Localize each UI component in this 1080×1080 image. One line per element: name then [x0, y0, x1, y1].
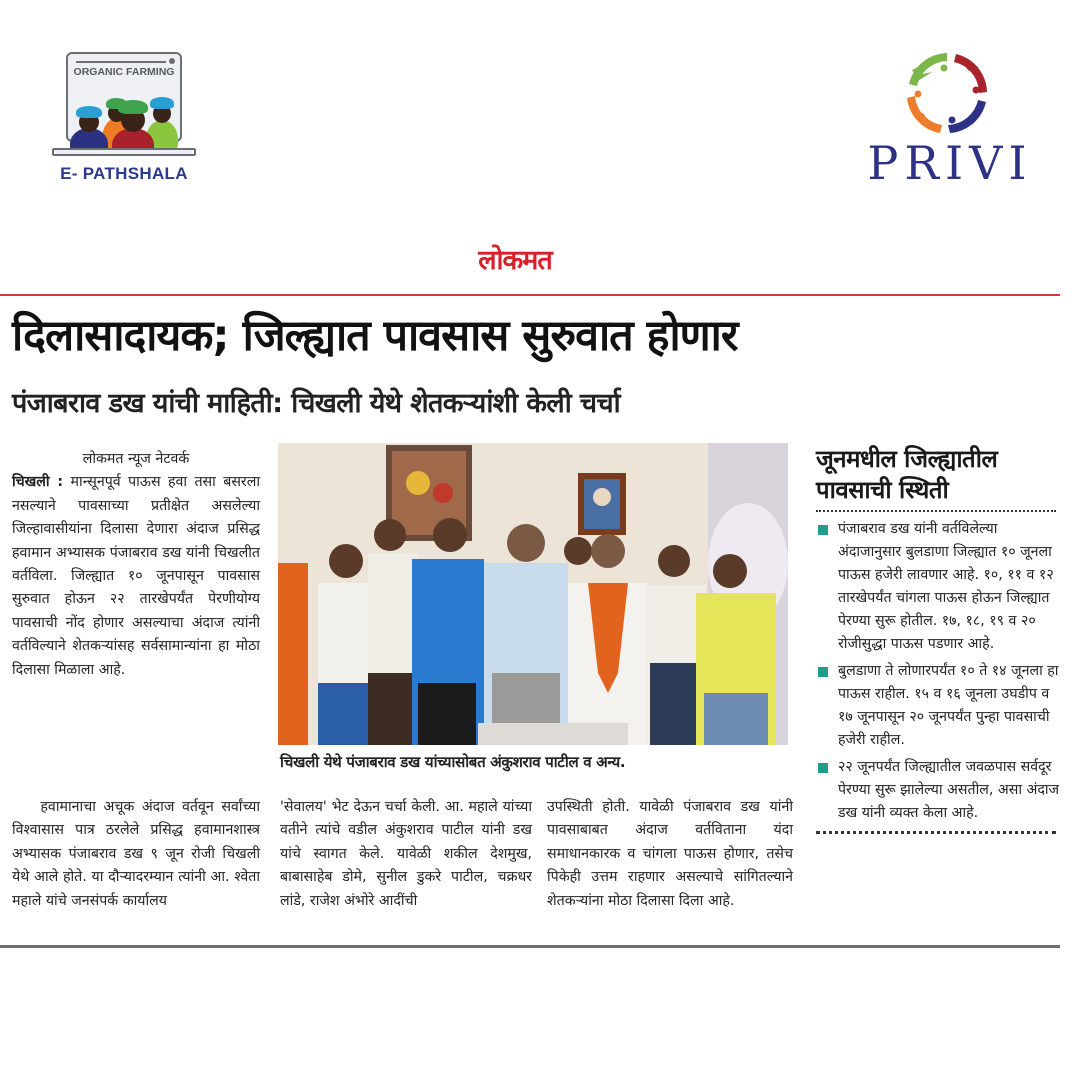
article-column-1 — [12, 448, 260, 682]
group-photo-image — [278, 443, 788, 745]
sidebar-list-item — [810, 756, 1060, 825]
sidebar-item-text: बुलडाणा ते लोणारपर्यंत १० ते १४ जूनला हा पाऊस राहील. १५ व १६ जूनला उघडीप व १७ जूनपासून २० जूनपर्यंत पुन्हा पावसाची हजेरी राहील. — [838, 663, 1059, 748]
dateline: चिखली : — [12, 474, 64, 491]
masthead-divider — [0, 294, 1060, 296]
clipping-bottom-border — [0, 945, 1060, 948]
square-bullet-icon — [818, 525, 828, 535]
article-photo — [278, 443, 788, 745]
sidebar-title-line-1: जूनमधील जिल्ह्यातील — [816, 445, 998, 473]
square-bullet-icon — [818, 667, 828, 677]
paragraph-3: 'सेवालय' भेट देऊन चर्चा केली. आ. महाले यांच्या वतीने त्यांचे वडील अंकुशराव पाटील यांनी डख यांचे स्वागत केले. यावेळी शकील देशमुख, बाबासाहेब डोमे, सुनील डुकरे पाटील, चक्रधर लांडे, राजेश अंभोरे आदींची — [280, 799, 532, 909]
sidebar-title-line-2: पावसाची स्थिती — [816, 476, 949, 504]
article-column-2 — [280, 796, 532, 913]
privi-logo — [850, 44, 1050, 194]
newspaper-masthead: लोकमत — [478, 245, 552, 276]
paragraph-2: हवामानाचा अचूक अंदाज वर्तवून सर्वांच्या विश्वासास पात्र ठरलेले प्रसिद्ध हवामानशास्त्र अभ्यासक पंजाबराव डख ९ जून रोजी चिखली येथे आले होते. या दौऱ्यादरम्यान त्यांनी आ. श्वेता महाले यांचे जनसंपर्क कार्यालय — [12, 799, 260, 909]
laptop-base — [52, 148, 196, 156]
article-subheadline: पंजाबराव डख यांची माहिती: चिखली येथे शेतकऱ्यांशी केली चर्चा — [12, 388, 620, 419]
e-pathshala-logo — [48, 48, 200, 188]
sidebar-item-text: २२ जूनपर्यंत जिल्ह्यातील जवळपास सर्वदूर पेरण्या सुरू झालेल्या असतील, असा अंदाज डख यांनी व्यक्त केला आहे. — [838, 759, 1060, 821]
logo-name: E- PATHSHALA — [60, 164, 188, 183]
privi-emblem-icon — [902, 48, 992, 138]
byline: लोकमत न्यूज नेटवर्क — [82, 451, 190, 467]
article-column-3 — [547, 796, 793, 913]
sidebar-bottom-divider — [816, 831, 1056, 834]
sidebar-divider — [816, 510, 1056, 512]
photo-caption: चिखली येथे पंजाबराव डख यांच्यासोबत अंकुशराव पाटील व अन्य. — [280, 753, 626, 771]
sidebar-list-item — [810, 518, 1060, 656]
article-headline: दिलासादायक; जिल्ह्यात पावसास सुरुवात होणार — [12, 311, 738, 361]
paragraph-1: मान्सूनपूर्व पाऊस हवा तसा बसरला नसल्याने पावसाच्या प्रतीक्षेत असलेल्या जिल्हावासीयांना दिलासा देणारा अंदाज प्रसिद्ध हवामान अभ्यासक पंजाबराव डख यांनी चिखलीत वर्तविला. जिल्ह्यात १० जूनपासून पावसास सुरुवात होऊन २२ तारखेपर्यंत पेरणीयोग्य पावसाची नोंद होणार असल्याचा अंदाज त्यांनी वर्तविल्याने शेतकऱ्यांसह सर्वसामान्यांना हा मोठा दिलासा मिळाला आहे. — [12, 474, 261, 678]
sidebar-item-text: पंजाबराव डख यांनी वर्तविलेल्या अंदाजानुसार बुलडाणा जिल्ह्यात १० जूनला पाऊस हजेरी लावणार आहे. १०, ११ व १२ तारखेपर्यंत चांगला पाऊस होऊन जिल्ह्यात पेरण्या सुरू होतील. १७, १८, १९ व २० रोजीसुद्धा पाऊस पडणार आहे. — [838, 521, 1054, 652]
square-bullet-icon — [818, 763, 828, 773]
rain-forecast-sidebar — [810, 444, 1060, 834]
privi-wordmark: PRIVI — [867, 136, 1033, 190]
sidebar-list-item — [810, 660, 1060, 752]
article-column-1-continued — [12, 796, 260, 913]
logo-screen-text: ORGANIC FARMING — [73, 66, 175, 78]
paragraph-4: उपस्थिती होती. यावेळी पंजाबराव डख यांनी पावसाबाबत अंदाज वर्तविताना यंदा समाधानकारक व चांगला पाऊस होणार, तसेच पिकेही उत्तम राहणार असल्याचे सांगितल्याने शेतकऱ्यांना मोठा दिलासा दिला आहे. — [547, 799, 793, 909]
